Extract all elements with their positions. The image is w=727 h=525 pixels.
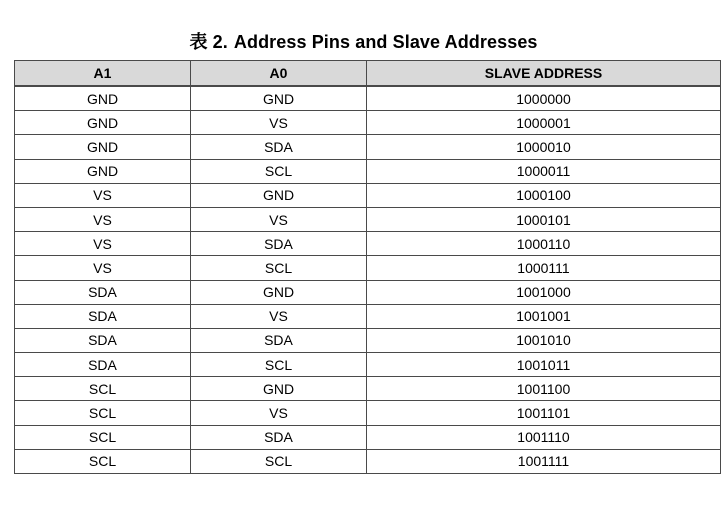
cell-slave-address: 1001100: [367, 377, 721, 401]
table-row: [15, 425, 721, 449]
cell-slave-address: 1001000: [367, 280, 721, 304]
cell-a0: SCL: [191, 353, 367, 377]
cell-a0: VS: [191, 304, 367, 328]
cell-a0: SCL: [191, 159, 367, 183]
table-row: [15, 207, 721, 231]
cell-a1: GND: [15, 86, 191, 111]
cell-a1: SDA: [15, 328, 191, 352]
table-header: [15, 61, 721, 87]
cell-a1: GND: [15, 159, 191, 183]
cell-a0: SDA: [191, 135, 367, 159]
cell-slave-address: 1001010: [367, 328, 721, 352]
table-row: [15, 86, 721, 111]
cell-slave-address: 1000001: [367, 111, 721, 135]
table-row: [15, 353, 721, 377]
cell-slave-address: 1000110: [367, 232, 721, 256]
cell-a1: GND: [15, 111, 191, 135]
table-row: [15, 401, 721, 425]
cell-a1: VS: [15, 207, 191, 231]
cell-a0: SCL: [191, 256, 367, 280]
cell-a0: GND: [191, 86, 367, 111]
table-row: [15, 449, 721, 473]
cell-slave-address: 1000000: [367, 86, 721, 111]
cell-a1: SDA: [15, 353, 191, 377]
cell-a0: SDA: [191, 232, 367, 256]
table-row: [15, 280, 721, 304]
cell-a1: SCL: [15, 377, 191, 401]
table-row: [15, 183, 721, 207]
cell-a0: VS: [191, 401, 367, 425]
cell-slave-address: 1000101: [367, 207, 721, 231]
cell-a0: GND: [191, 183, 367, 207]
table-body: [15, 86, 721, 474]
table-row: [15, 256, 721, 280]
column-header-a0: A0: [191, 61, 367, 87]
table-row: [15, 159, 721, 183]
table-title: Address Pins and Slave Addresses: [233, 32, 538, 52]
cell-slave-address: 1001110: [367, 425, 721, 449]
cell-a0: SDA: [191, 425, 367, 449]
cell-a1: SCL: [15, 401, 191, 425]
cell-slave-address: 1000010: [367, 135, 721, 159]
cell-slave-address: 1001101: [367, 401, 721, 425]
table-row: [15, 232, 721, 256]
table-row: [15, 111, 721, 135]
cell-a1: SCL: [15, 425, 191, 449]
address-table: [14, 60, 721, 474]
table-caption: [0, 31, 727, 53]
table-row: [15, 135, 721, 159]
column-header-a1: A1: [15, 61, 191, 87]
cell-slave-address: 1001111: [367, 449, 721, 473]
cell-a1: GND: [15, 135, 191, 159]
cell-a0: SCL: [191, 449, 367, 473]
cell-a0: GND: [191, 377, 367, 401]
cell-slave-address: 1001001: [367, 304, 721, 328]
cell-a0: SDA: [191, 328, 367, 352]
cell-slave-address: 1000100: [367, 183, 721, 207]
cell-a1: VS: [15, 256, 191, 280]
cell-a1: VS: [15, 232, 191, 256]
cell-a1: SCL: [15, 449, 191, 473]
cell-slave-address: 1000111: [367, 256, 721, 280]
cell-a1: VS: [15, 183, 191, 207]
cell-a1: SDA: [15, 304, 191, 328]
cell-a1: SDA: [15, 280, 191, 304]
cell-a0: GND: [191, 280, 367, 304]
header-row: [15, 61, 721, 87]
table-row: [15, 328, 721, 352]
cell-a0: VS: [191, 207, 367, 231]
table-number: 表 2.: [189, 32, 228, 52]
table-row: [15, 304, 721, 328]
column-header-slave-address: SLAVE ADDRESS: [367, 61, 721, 87]
cell-slave-address: 1000011: [367, 159, 721, 183]
cell-a0: VS: [191, 111, 367, 135]
table-row: [15, 377, 721, 401]
cell-slave-address: 1001011: [367, 353, 721, 377]
